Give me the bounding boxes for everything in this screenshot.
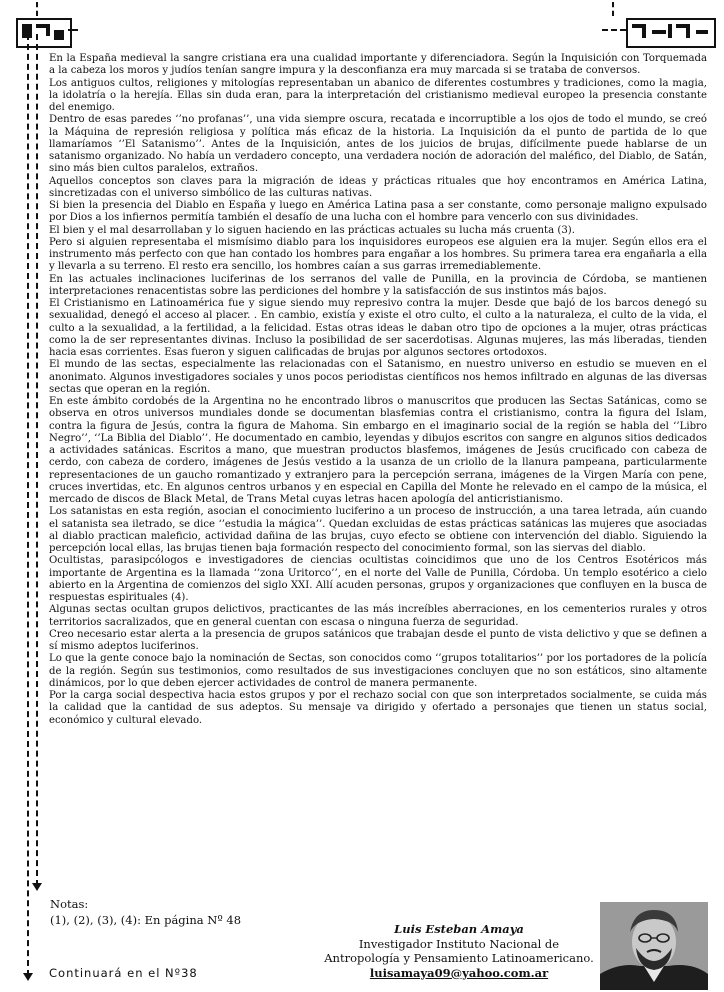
paragraph: Los satanistas en esta región, asocian el conocimiento luciferino a un proceso de instrucción, a una tarea letrada, aún cuando el satanista sea iletrado, se dice ‘’estudia la mágica’’. Quedan excluidas de estas prácticas satánicas las mujeres que asociadas al diablo practican maleficio, actividad dañina de las brujas, cuyo efecto se obtiene con intervención del diablo. Siguiendo la percepción local ellas, las brujas tienen baja formación respecto del conocimiento formal, son las siervas del diablo. (49, 506, 707, 554)
paragraph: Algunas sectas ocultan grupos delictivos, practicantes de las más increíbles aberraciones, en los cementerios rurales y otros territorios sacralizados, que en general cuentan con escasa o ninguna fuerza de seguridad. (49, 604, 707, 628)
paragraph: El mundo de las sectas, especialmente las relacionadas con el Satanismo, en nuestro universo en estudio se mueven en el anonimato. Algunos investigadores sociales y unos pocos periodistas científicos nos hemos infiltrado en algunas de las diversas sectas que operan en la región. (49, 359, 707, 395)
paragraph: En las actuales inclinaciones luciferinas de los serranos del valle de Punilla, en la provincia de Córdoba, se mantienen interpretaciones renacentistas sobre las perdiciones del hombre y la satisfacción de sus instintos más bajos. (49, 273, 707, 297)
paragraph: Creo necesario estar alerta a la presencia de grupos satánicos que trabajan desde el punto de vista delictivo y que se definen a sí mismo adeptos luciferinos. (49, 628, 707, 652)
paragraph: Por la carga social despectiva hacia estos grupos y por el rechazo social con que son interpretados socialmente, se cuida más la calidad que la cantidad de sus adeptos. Su mensaje va dirigido y ofertado a personajes que tienen un status social, económico y cultural elevado. (49, 690, 707, 726)
arrow-down-icon (32, 883, 42, 891)
paragraph: El bien y el mal desarrollaban y lo siguen haciendo en las prácticas actuales su lucha más cruenta (3). (49, 224, 575, 236)
greek-key-ornament-left (16, 18, 72, 48)
author-affiliation-line1: Investigador Instituto Nacional de (358, 936, 560, 951)
dashed-arrow-line-outer (27, 34, 29, 976)
greek-key-ornament-right (626, 18, 716, 48)
paragraph: En este ámbito cordobés de la Argentina no he encontrado libros o manuscritos que producen las Sectas Satánicas, como se observa en otros universos mundiales donde se documentan blasfemias contra el cristianismo, contra la figura del Islam, contra la figura de Jesús, contra la figura de Mahoma. Sin embargo en el imaginario social de la región se habla del ‘’Libro Negro’’, ‘’La Biblia del Diablo’’. He documentado en cambio, leyendas y dibujos escritos con sangre en algunos sitios dedicados a actividades satánicas. Escritos a mano, que muestran productos blasfemos, imágenes de Jesús crucificado con cabeza de cerdo, con cabeza de cordero, imágenes de Jesús vestido a la usanza de un criollo de la llanura pampeana, particularmente representaciones de un gaucho romantizado y extranjero para la percepción serrana, imágenes de la Virgen María con pene, cruces invertidas, etc. En algunos centros urbanos y en especial en Capilla del Monte he relevado en el campo de la música, el mercado de discos de Black Metal, de Trans Metal cuyas letras hacen apología del anticristianismo. (49, 396, 707, 505)
header-dash-left (36, 2, 40, 16)
author-email[interactable]: luisamaya09@yahoo.com.ar (369, 965, 549, 980)
article-body (49, 53, 707, 727)
paragraph: Pero si alguien representaba el mismísimo diablo para los inquisidores europeos ese alguien era la mujer. Según ellos era el instrumento más perfecto con que han contado los hombres para engañar a los hombres. Su primera tarea era engañarla a ella y llevarla a su terreno. El resto era sencillo, los hombres caían a sus garras irremediablemente. (49, 236, 707, 273)
notes-block (50, 896, 241, 928)
notes-line: (1), (2), (3), (4): En página Nº 48 (50, 913, 242, 927)
paragraph: Si bien la presencia del Diablo en España y luego en América Latina pasa a ser constante, como personaje maligno expulsado por Dios a los infiernos permitía también el desafío de una lucha con el hombre para vencerlo con sus divinidades. (49, 200, 707, 224)
paragraph: Lo que la gente conoce bajo la nominación de Sectas, son conocidos como ‘’grupos totalitarios’’ por los portadores de la policía de la región. Según sus testimonios, como resultados de sus investigaciones concluyen que no son estáticos, sino altamente dinámicos, por lo que deben ejercer actividades de control de manera permanente. (49, 653, 707, 689)
author-name: Luis Esteban Amaya (394, 922, 524, 936)
author-photo (600, 902, 708, 990)
author-signature (318, 922, 600, 980)
continued-note: Continuará en el Nº38 (49, 966, 198, 980)
author-portrait-icon (600, 902, 708, 990)
author-affiliation-line2: Antropología y Pensamiento Latinoamericano. (324, 951, 594, 965)
paragraph: Aquellos conceptos son claves para la migración de ideas y prácticas rituales que hoy encontramos en América Latina, sincretizadas con el universo simbólico de las culturas nativas. (49, 175, 707, 199)
header-rule-right (602, 29, 626, 31)
header-rule-left (68, 29, 78, 31)
paragraph: El Cristianismo en Latinoamérica fue y sigue siendo muy represivo contra la mujer. Desde que bajó de los barcos denegó su sexualidad, denegó el acceso al placer. . En cambio, existía y existe el otro culto, el culto a la naturaleza, el culto de la vida, el culto a la sexualidad, a la fertilidad, a la felicidad. Estas otras ideas le daban otro tipo de opciones a la mujer, otras prácticas como la de ser representantes divinas. Incluso la posibilidad de ser sacerdotisas. Algunas mujeres, las más liberadas, tienden hacia esas corrientes. Esas fueron y siguen calificadas de brujas por algunos sectores ortodoxos. (49, 298, 707, 358)
paragraph: Dentro de esas paredes ‘’no profanas’’, una vida siempre oscura, recatada e incorruptible a los ojos de todo el mundo, se creó la Máquina de represión religiosa y política más eficaz de la historia. La Inquisición da el punto de partida de lo que llamaríamos ‘’El Satanismo’’. Antes de la Inquisición, antes de los juicios de brujas, difícilmente puede hablarse de un satanismo organizado. No había un verdadero concepto, una verdadera noción de adoración del maléfico, del Diablo, de Satán, sino más bien cultos paralelos, extraños. (49, 114, 707, 175)
dashed-arrow-line-inner (36, 34, 38, 886)
header-dash-right (612, 2, 616, 16)
arrow-down-icon (23, 973, 33, 981)
notes-title: Notas: (50, 897, 89, 911)
paragraph: Ocultistas, parasipcólogos e investigadores de ciencias ocultistas coincidimos que uno de los Centros Esotéricos más importante de Argentina es la llamada ‘’zona Uritorco’’, en el norte del Valle de Punilla, Córdoba. Un templo esotérico a cielo abierto en la Argentina de comienzos del siglo XXI. Allí acuden personas, grupos y organizaciones que confluyen en la busca de respuestas espirituales (4). (49, 555, 707, 603)
paragraph: Los antiguos cultos, religiones y mitologías representaban un abanico de diferentes costumbres y tradiciones, como la magia, la idolatría o la herejía. Ellas sin duda eran, para la interpretación del cristianismo medieval europeo la presencia constante del enemigo. (49, 77, 707, 113)
paragraph: En la España medieval la sangre cristiana era una cualidad importante y diferenciadora. Según la Inquisición con Torquemada a la cabeza los moros y judíos tenían sangre impura y la desconfianza era muy marcada si se trataba de conversos. (49, 53, 707, 77)
